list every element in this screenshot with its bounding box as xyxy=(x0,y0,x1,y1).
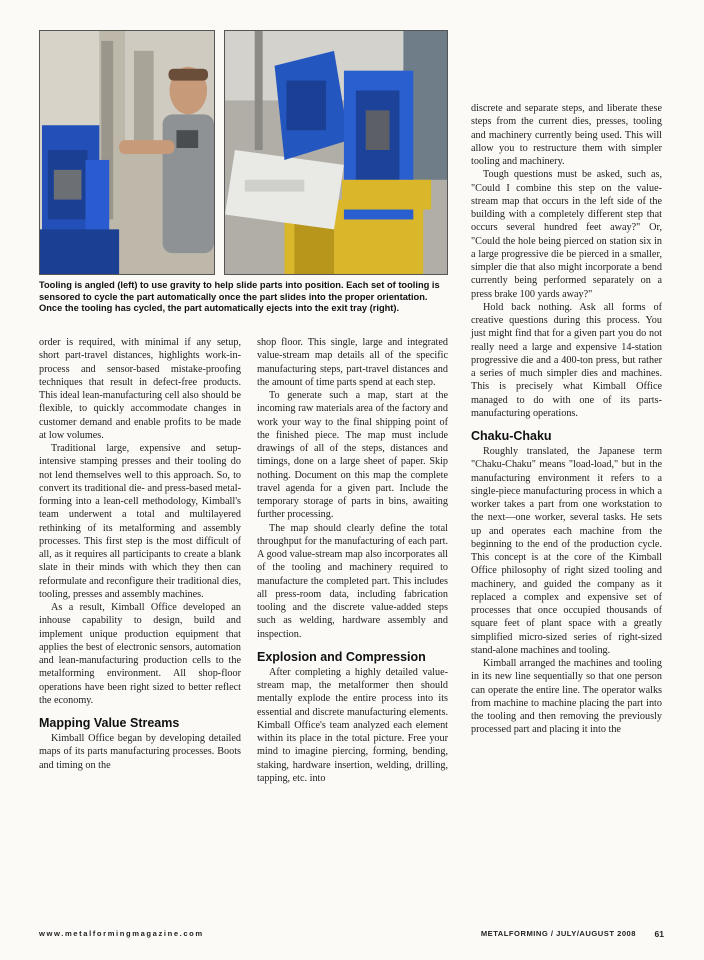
paragraph: order is required, with minimal if any setup, short part-travel distances, highlights work-in-process and sensor-based mistake-proofing techniques that result in defect-free products. This ideal lean-manufacturing cell also should be flexible, to quickly accommodate changes in customer demand and enable profits to be made at low volumes. xyxy=(39,337,241,441)
photo-angled-tooling xyxy=(39,30,215,275)
footer-website-url: www.metalformingmagazine.com xyxy=(39,929,204,938)
paragraph: To generate such a map, start at the incoming raw materials area of the factory and work your way to the final shipping point of the finished piece. The map must include drawings of all of the steps, distances and timings, done on a large sheet of paper. Skip nothing. Document on this map the complete travel agenda for a given part. Include the temporary storage of parts in bins, awaiting further processing. xyxy=(257,390,448,521)
paragraph: As a result, Kimball Office developed an inhouse capability to design, build and implement unique production equipment that applies the best of electronic sensors, automation and lean-manufacturing production cells to the metalforming environment. All shop-floor operations have been right sized to better reflect the economy. xyxy=(39,602,241,706)
text-column-1 xyxy=(39,336,241,772)
paragraph: Roughly translated, the Japanese term "Chaku-Chaku" means "load-load," but in the manufacturing environment it refers to a single-piece manufacturing process in which a worker takes a part from one workstation to the next—one worker, several tasks. He sets up and operates each machine from the beginning to the end of the production cycle. This concept is at the core of the Kimball Office philosophy of right sized tooling and machinery, and guided the company as it replaced a complex and expensive set of processes that once occupied thousands of square feet of plant space with a greatly simplified micro-sized series of right-sized stand-alone machines and tooling. xyxy=(471,446,662,656)
photo-exit-tray-image xyxy=(225,31,447,274)
paragraph: The map should clearly define the total throughput for the manufacturing of each part. A good value-stream map also incorporates all of the tooling and machinery required to manufacture the completed part. This includes all press-room data, including fabrication tooling and the discrete value-added steps such as welding, hardware assembly and inspection. xyxy=(257,522,448,640)
paragraph: After completing a highly detailed value-stream map, the metalformer then should mentally explode the entire process into its essential and discrete manufacturing elements. Kimball Office's team analyzed each element within its place in the total picture. Free your mind to imagine piercing, forming, bending, staking, hardware insertion, welding, drilling, tapping, etc. into xyxy=(257,666,448,784)
page-number: 61 xyxy=(654,929,664,939)
section-heading-chaku-chaku: Chaku-Chaku xyxy=(471,429,552,443)
photo-angled-tooling-image xyxy=(40,31,214,274)
paragraph: shop floor. This single, large and integrated value-stream map details all of the specific manufacturing steps, part-travel distances and the amount of time parts spend at each step. xyxy=(257,337,448,388)
photo-caption: Tooling is angled (left) to use gravity to help slide parts into position. Each set of tooling is sensored to cycle the part automatically once the part slides into the proper orientation. Once the tooling has cycled, the part automatically ejects into the exit tray (right). xyxy=(39,280,440,313)
footer-magazine-issue: METALFORMING / JULY/AUGUST 2008 xyxy=(480,929,636,938)
section-heading-mapping-value-streams: Mapping Value Streams xyxy=(39,716,180,730)
section-heading-explosion-and-compression: Explosion and Compression xyxy=(257,649,426,664)
photo-exit-tray xyxy=(224,30,448,275)
paragraph: Traditional large, expensive and setup-intensive stamping presses and their tooling do not lend themselves well to this approach. So, to convert its traditional die- and press-based metal-forming into a lean-cell methodology, Kimball's team underwent a total and multilayered rethinking of its metalforming and assembly processes. This first step is the most difficult of all, as it requires all participants to create a blank slate in their minds with which they then can reformulate and reconfigure their traditional dies, tooling, presses and assembly machines. xyxy=(39,443,241,600)
text-column-2 xyxy=(257,336,448,785)
paragraph: Tough questions must be asked, such as, "Could I combine this step on the value-stream map that occurs in the left side of the building with a completely different step that occurs several hundred feet away?" Or, "Could the hole being pierced on station six in a large progressive die be pierced in a smaller, simpler die that also might incorporate a bend currently being performed separately on a press brake 100 yards away?" xyxy=(471,169,662,300)
paragraph: Kimball arranged the machines and tooling in its new line sequentially so that one person can operate the entire line. The operator walks from machine to machine placing the part into the tooling and then removing the previously processed part and placing it into the xyxy=(471,658,662,736)
paragraph: Kimball Office began by developing detailed maps of its parts manufacturing processes. Boots and timing on the xyxy=(39,733,241,771)
paragraph: discrete and separate steps, and liberate these steps from the current dies, presses, tooling and machinery currently being used. This will allow you to restructure them with simpler tooling and machinery. xyxy=(471,103,662,167)
text-column-3 xyxy=(471,102,662,737)
paragraph: Hold back nothing. Ask all forms of creative questions during this process. You just might find that for a given part you do not really need a large and expensive 14-station progressive die and a 400-ton press, but rather a series of much simpler dies and machines. This is precisely what Kimball Office managed to do with one of its parts-manufacturing operations. xyxy=(471,301,662,419)
